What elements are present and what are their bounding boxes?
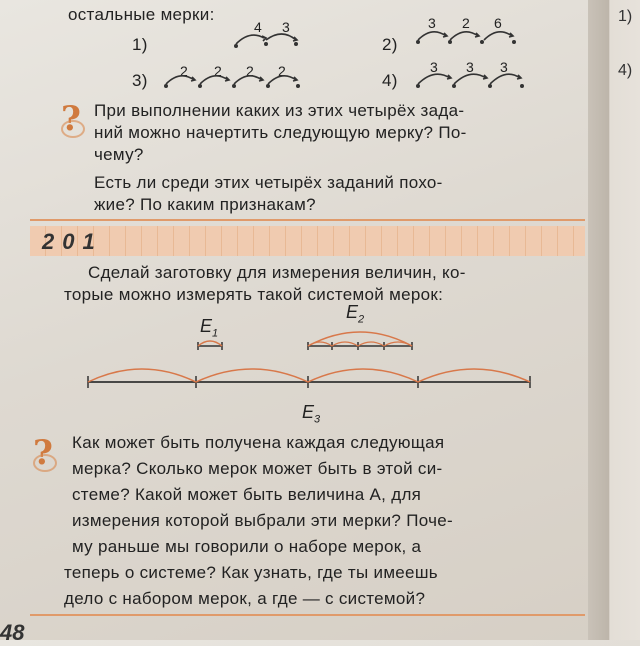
opt3-num-2: 2 — [214, 63, 223, 79]
option-3-arcs — [166, 76, 297, 84]
opt2-num-3: 6 — [494, 15, 503, 31]
question1-line1: При выполнении каких из этих четырёх зада- — [94, 101, 465, 120]
question2-line4: измерения которой выбрали эти мерки? Поче- — [72, 511, 453, 530]
option-1-label: 1) — [132, 35, 148, 54]
opt2-num-1: 3 — [428, 15, 437, 31]
question2-line5: му раньше мы говорили о наборе мерок, а — [72, 537, 422, 556]
question1-line5: жие? По каким признакам? — [94, 195, 316, 214]
e1-label: $E_1$ — [200, 316, 219, 340]
option-4-arcs — [418, 74, 521, 84]
task-number: 201 — [42, 229, 103, 254]
option-3-label: 3) — [132, 71, 148, 90]
opt4-num-3: 3 — [500, 59, 509, 75]
question1-line3: чему? — [94, 145, 144, 164]
task-text-line1: Сделай заготовку для измерения величин, ко- — [88, 263, 466, 282]
question2-line3: стеме? Какой может быть величина A, для — [72, 485, 422, 504]
question2-line7: дело с набором мерок, а где — с системой? — [64, 589, 426, 608]
option-4-label: 4) — [382, 71, 398, 90]
opt4-num-1: 3 — [430, 59, 439, 75]
opt1-num-1: 4 — [254, 19, 263, 35]
opt3-num-1: 2 — [180, 63, 189, 79]
next-page-marker-2: 4) — [618, 62, 633, 79]
e3-label: $E_3$ — [302, 402, 321, 426]
question2-line6: теперь о системе? Как узнать, где ты имеешь — [64, 563, 438, 582]
task-text-line2: торые можно измерять такой системой мерок: — [64, 285, 444, 304]
question2-line2: мерка? Сколько мерок может быть в этой си- — [72, 459, 443, 478]
question2-line1: Как может быть получена каждая следующая — [72, 433, 445, 452]
next-page-marker-1: 1) — [618, 8, 633, 25]
question-mark-icon: ? — [58, 102, 84, 136]
question-mark-icon-2: ? — [30, 436, 56, 470]
e3-measure — [88, 369, 530, 388]
intro-line: остальные мерки: — [68, 5, 215, 24]
opt1-num-2: 3 — [282, 19, 291, 35]
e2-label: $E_2$ — [346, 302, 365, 326]
question1-line4: Есть ли среди этих четырёх заданий похо- — [94, 173, 443, 192]
option-2-arcs — [418, 32, 513, 40]
opt4-num-2: 3 — [466, 59, 475, 75]
option-2-label: 2) — [382, 35, 398, 54]
opt3-num-3: 2 — [246, 63, 255, 79]
e2-measure — [308, 332, 412, 350]
page-number: 48 — [0, 620, 25, 645]
e1-measure — [198, 341, 222, 350]
opt3-num-4: 2 — [278, 63, 287, 79]
opt2-num-2: 2 — [462, 15, 471, 31]
question1-line2: ний можно начертить следующую мерку? По- — [94, 123, 467, 142]
